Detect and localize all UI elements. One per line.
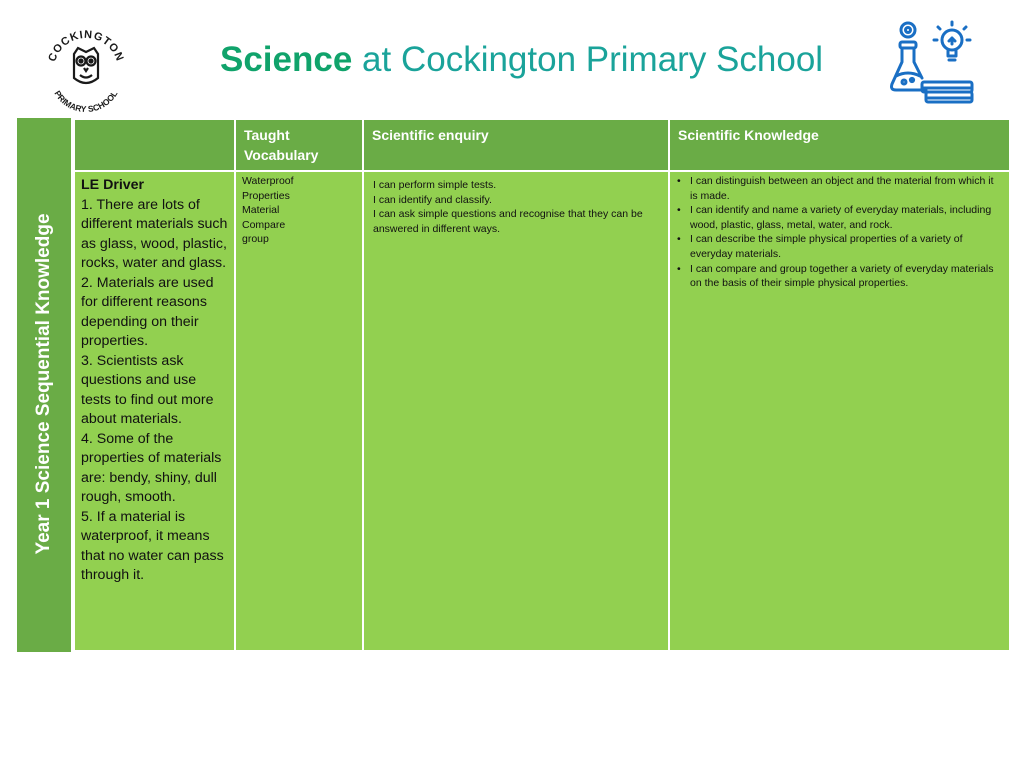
le-driver-heading: LE Driver bbox=[81, 177, 145, 193]
le-driver-point: 2. Materials are used for different reasons depending on their properties. bbox=[81, 274, 214, 349]
vocabulary-word: group bbox=[242, 233, 269, 246]
header-cell-vocabulary bbox=[235, 119, 363, 171]
logo-bottom-textpath: PRIMARY SCHOOL bbox=[52, 88, 120, 112]
header-cell-enquiry bbox=[363, 119, 669, 171]
le-driver-point: 1. There are lots of different materials such as glass, wood, plastic, rocks, water and glass. bbox=[81, 196, 228, 271]
vocabulary-word: Waterproof bbox=[242, 175, 294, 187]
le-driver-point: 4. Some of the properties of materials are: bendy, shiny, dull rough, smooth. bbox=[81, 430, 222, 505]
le-driver-point: 5. If a material is waterproof, it means that no water can pass through it. bbox=[81, 508, 224, 583]
enquiry-statement: I can identify and classify. bbox=[373, 193, 492, 206]
knowledge-item: • I can distinguish between an object and the material from which it is made. bbox=[690, 174, 1001, 203]
vocabulary-word: Properties bbox=[242, 189, 290, 202]
header-enquiry-label: Scientific enquiry bbox=[372, 127, 489, 143]
page-title bbox=[220, 40, 823, 80]
enquiry-statement: I can ask simple questions and recognise that they can be answered in different ways. bbox=[373, 208, 643, 235]
vocabulary-word: Compare bbox=[242, 218, 286, 231]
school-logo bbox=[40, 20, 132, 112]
vocabulary-word: Material bbox=[242, 204, 280, 217]
sidebar-label: Year 1 Science Sequential Knowledge bbox=[33, 213, 54, 555]
enquiry-statement: I can perform simple tests. bbox=[373, 179, 497, 191]
header-cell-empty bbox=[74, 119, 235, 171]
header-vocabulary-label: Taught Vocabulary bbox=[244, 127, 319, 163]
owl-icon bbox=[74, 48, 98, 83]
vocabulary-cell bbox=[235, 171, 363, 651]
science-flask-books-icon bbox=[888, 18, 978, 108]
enquiry-cell bbox=[363, 171, 669, 651]
le-driver-cell bbox=[74, 171, 235, 651]
knowledge-item: • I can identify and name a variety of everyday materials, including wood, plastic, glass, metal, water, and rock. bbox=[690, 203, 1001, 232]
knowledge-list bbox=[670, 172, 1009, 291]
table-header-row bbox=[74, 119, 1010, 171]
header-knowledge-label: Scientific Knowledge bbox=[678, 127, 819, 143]
logo-top-textpath: COCKINGTON bbox=[46, 28, 126, 64]
table-body-row bbox=[74, 171, 1010, 651]
knowledge-cell bbox=[669, 171, 1010, 651]
le-driver-point: 3. Scientists ask questions and use tests to find out more about materials. bbox=[81, 352, 214, 427]
header-cell-knowledge bbox=[669, 119, 1010, 171]
knowledge-item: • I can compare and group together a variety of everyday materials on the basis of their simple physical properties. bbox=[690, 262, 1001, 291]
page-title-bold: Science bbox=[220, 40, 353, 79]
knowledge-item: • I can describe the simple physical properties of a variety of everyday materials. bbox=[690, 232, 1001, 261]
svg-text:PRIMARY SCHOOL bbox=[52, 89, 119, 112]
page-title-rest: at Cockington Primary School bbox=[352, 40, 824, 79]
curriculum-table bbox=[73, 118, 1011, 652]
